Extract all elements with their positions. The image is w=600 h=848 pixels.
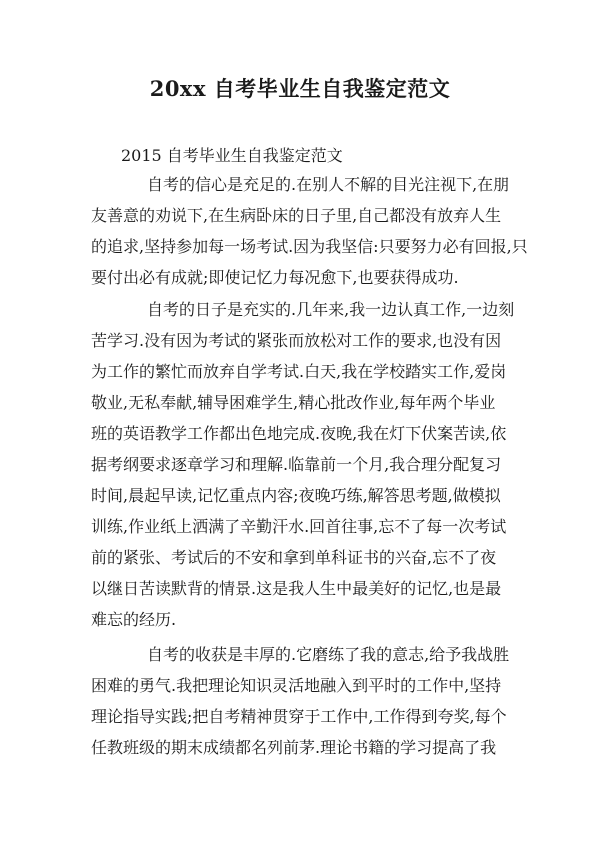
paragraph-line: 自考的信心是充足的.在别人不解的目光注视下,在朋	[147, 175, 510, 194]
paragraph-line: 时间,晨起早读,记忆重点内容;夜晚巧练,解答思考题,做模拟	[91, 486, 501, 505]
paragraph-line: 友善意的劝说下,在生病卧床的日子里,自己都没有放弃人生	[91, 206, 502, 225]
paragraph-line: 理论指导实践;把自考精神贯穿于工作中,工作得到夸奖,每个	[91, 707, 507, 726]
paragraph-line: 困难的勇气.我把理论知识灵活地融入到平时的工作中,坚持	[91, 676, 502, 695]
paragraph-line: 以继日苦读默背的情景.这是我人生中最美好的记忆,也是最	[91, 579, 502, 598]
paragraph-line: 自考的收获是丰厚的.它磨练了我的意志,给予我战胜	[147, 645, 510, 664]
document-title: 20xx 自考毕业生自我鉴定范文	[149, 76, 451, 101]
paragraph-line: 的追求,坚持参加每一场考试.因为我坚信:只要努力必有回报,只	[91, 237, 528, 256]
paragraph-line: 班的英语教学工作都出色地完成.夜晚,我在灯下伏案苦读,依	[91, 424, 507, 443]
paragraph-line: 为工作的繁忙而放弃自学考试.白天,我在学校踏实工作,爱岗	[91, 362, 507, 381]
paragraph-line: 任教班级的期末成绩都名列前茅.理论书籍的学习提高了我	[91, 738, 497, 757]
paragraph-line: 难忘的经历.	[91, 610, 177, 629]
document-subtitle: 2015 自考毕业生自我鉴定范文	[121, 146, 343, 165]
paragraph-line: 苦学习.没有因为考试的紧张而放松对工作的要求,也没有因	[91, 331, 502, 350]
paragraph-line: 敬业,无私奉献,辅导困难学生,精心批改作业,每年两个毕业	[91, 393, 496, 412]
paragraph-line: 训练,作业纸上洒满了辛勤汗水.回首往事,忘不了每一次考试	[91, 517, 507, 536]
paragraph-line: 前的紧张、考试后的不安和拿到单科证书的兴奋,忘不了夜	[91, 548, 497, 567]
paragraph-line: 自考的日子是充实的.几年来,我一边认真工作,一边刻	[147, 300, 515, 319]
paragraph-line: 据考纲要求逐章学习和理解.临靠前一个月,我合理分配复习	[91, 455, 502, 474]
paragraph-line: 要付出必有成就;即使记忆力每况愈下,也要获得成功.	[91, 268, 459, 287]
